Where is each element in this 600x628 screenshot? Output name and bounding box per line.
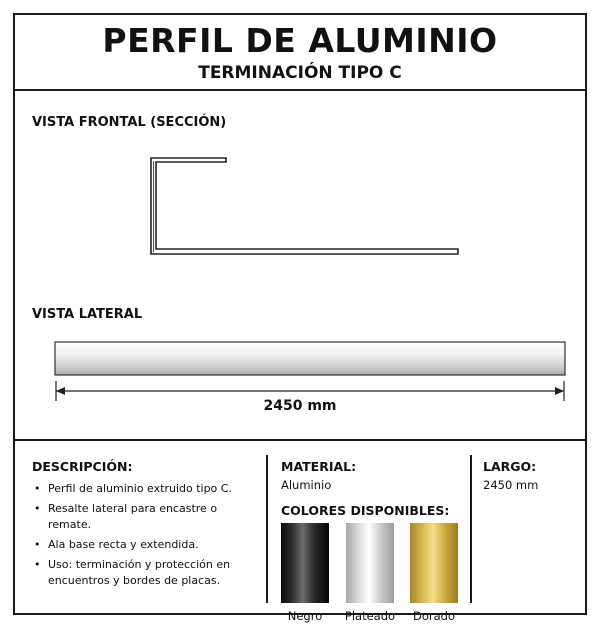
material-value: Aluminio (281, 478, 332, 492)
list-item: • Ala base recta y extendida. (32, 537, 262, 553)
spec-sheet (13, 13, 587, 623)
technical-drawing (15, 15, 585, 435)
description-title: DESCRIPCIÓN: (32, 459, 133, 474)
column-divider (470, 455, 472, 603)
color-swatch-plateado (346, 523, 394, 603)
list-item: • Perfil de aluminio extruido tipo C. (32, 481, 262, 497)
dimension-arrow-right (555, 387, 564, 395)
list-item: • Uso: terminación y protección en encuentros y bordes de placas. (32, 557, 262, 589)
color-swatch-negro (281, 523, 329, 603)
dimension-arrow-left (56, 387, 65, 395)
info-panel (15, 439, 585, 623)
colors-title: COLORES DISPONIBLES: (281, 503, 450, 518)
c-profile-section (151, 158, 458, 254)
color-label-plateado: Plateado (344, 609, 396, 623)
page-title: PERFIL DE ALUMINIO (102, 21, 498, 60)
description-list (32, 481, 262, 593)
dimension-label: 2450 mm (263, 398, 337, 414)
side-view-bar (55, 342, 565, 375)
side-view-label: VISTA LATERAL (32, 307, 143, 322)
length-value: 2450 mm (483, 478, 539, 492)
material-title: MATERIAL: (281, 459, 357, 474)
color-label-negro: Negro (287, 609, 323, 623)
page-subtitle: TERMINACIÓN TIPO C (198, 63, 402, 83)
front-view-label: VISTA FRONTAL (SECCIÓN) (32, 115, 227, 130)
list-item: • Resalte lateral para encastre o remate. (32, 501, 262, 533)
column-divider (266, 455, 268, 603)
color-label-dorado: Dorado (412, 609, 455, 623)
color-swatch-dorado (410, 523, 458, 603)
length-title: LARGO: (483, 459, 537, 474)
